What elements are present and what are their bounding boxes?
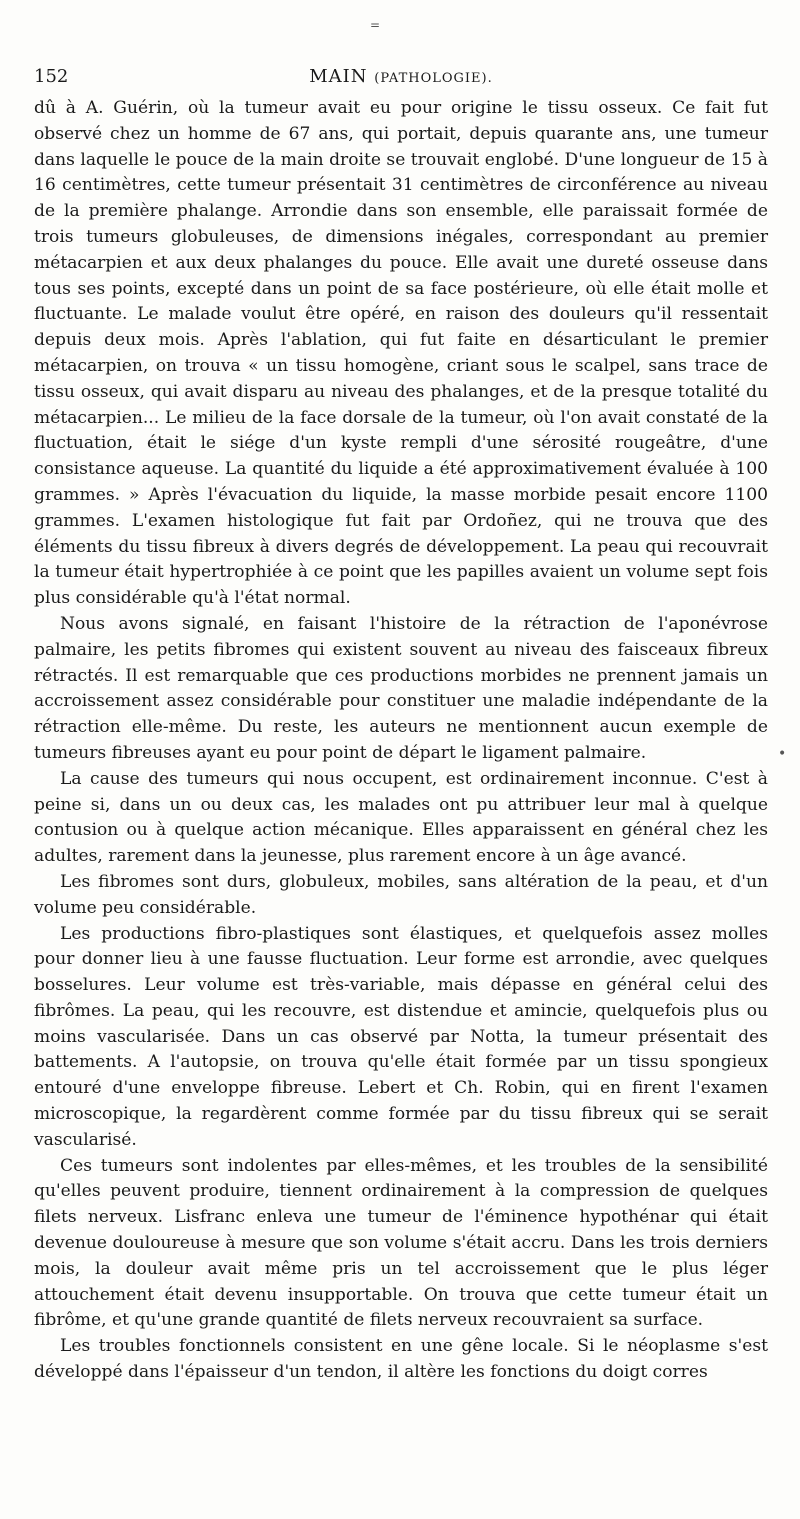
margin-mark: • bbox=[778, 746, 787, 762]
body-text bbox=[34, 96, 768, 1386]
paragraph-7: Les troubles fonctionnels consistent en une gêne locale. Si le néoplasme s'est développé dans l'épaisseur d'un tendon, il altère les fonctions du doigt corres bbox=[34, 1336, 768, 1383]
running-head-subtitle: (PATHOLOGIE). bbox=[374, 71, 493, 86]
paragraph-6: Ces tumeurs sont indolentes par elles-mêmes, et les troubles de la sensibilité qu'elles peuvent produire, tiennent ordinairement à la compression de quelques filets nerveux. Lisfranc enleva une tumeur de l'éminence hypothénar qui était devenue douloureuse à mesure que son volume s'était accru. Dans les trois derniers mois, la douleur avait même pris un tel accroissement que le plus léger attouchement était devenu insupportable. On trouva que cette tumeur était un fibrôme, et qu'une grande quantité de filets nerveux recouvraient sa surface. bbox=[34, 1155, 768, 1331]
paragraph-5: Les productions fibro-plastiques sont élastiques, et quelquefois assez molles pour donner lieu à une fausse fluctuation. Leur forme est arrondie, avec quelques bosselures. Leur volume est très-variable, mais dépasse en général celui des fibrômes. La peau, qui les recouvre, est distendue et amincie, quelquefois plus ou moins vascularisée. Dans un cas observé par Notta, la tumeur présentait des battements. A l'autopsie, on trouva qu'elle était formée par un tissu spongieux entouré d'une enveloppe fibreuse. Lebert et Ch. Robin, qui en firent l'examen microscopique, la regardèrent comme formée par du tissu fibreux qui se serait vascularisé. bbox=[34, 923, 768, 1150]
paragraph-1: dû à A. Guérin, où la tumeur avait eu pour origine le tissu osseux. Ce fait fut observé chez un homme de 67 ans, qui portait, depuis quarante ans, une tumeur dans laquelle le pouce de la main droite se trouvait englobé. D'une longueur de 15 à 16 centimètres, cette tumeur présentait 31 centimètres de circonférence au niveau de la première phalange. Arrondie dans son ensemble, elle paraissait formée de trois tumeurs globuleuses, de dimensions inégales, correspondant au premier métacarpien et aux deux phalanges du pouce. Elle avait une dureté osseuse dans tous ses points, excepté dans un point de sa face postérieure, où elle était molle et fluctuante. Le malade voulut être opéré, en raison des douleurs qu'il ressentait depuis deux mois. Après l'ablation, qui fut faite en désarticulant le premier métacarpien, on trouva « un tissu homogène, criant sous le scalpel, sans trace de tissu osseux, qui avait disparu au niveau des phalanges, et de la presque totalité du métacarpien... Le milieu de la face dorsale de la tumeur, où l'on avait constaté de la fluctuation, était le siége d'un kyste rempli d'une sérosité rougeâtre, d'une consistance aqueuse. La quantité du liquide a été approximativement évaluée à 100 grammes. » Après l'évacuation du liquide, la masse morbide pesait encore 1100 grammes. L'examen histologique fut fait par Ordoñez, qui ne trouva que des éléments du tissu fibreux à divers degrés de développement. La peau qui recouvrait la tumeur était hypertrophiée à ce point que les papilles avaient un volume sept fois plus considérable qu'à l'état normal. bbox=[34, 98, 768, 609]
running-head-title: MAIN bbox=[309, 66, 368, 87]
page-number: 152 bbox=[34, 66, 69, 87]
running-head bbox=[34, 66, 768, 87]
paragraph-3: La cause des tumeurs qui nous occupent, est ordinairement inconnue. C'est à peine si, dans un ou deux cas, les malades ont pu attribuer leur mal à quelque contusion ou à quelque action mécanique. Elles apparaissent en général chez les adultes, rarement dans la jeunesse, plus rarement encore à un âge avancé. bbox=[34, 768, 768, 867]
paragraph-2: Nous avons signalé, en faisant l'histoire de la rétraction de l'aponévrose palmaire, les petits fibromes qui existent souvent au niveau des faisceaux fibreux rétractés. Il est remarquable que ces productions morbides ne prennent jamais un accroissement assez considérable pour constituer une maladie indépendante de la rétraction elle-même. Du reste, les auteurs ne mentionnent aucun exemple de tumeurs fibreuses ayant eu pour point de départ le ligament palmaire. bbox=[34, 613, 768, 763]
page bbox=[34, 66, 768, 1386]
paragraph-4: Les fibromes sont durs, globuleux, mobiles, sans altération de la peau, et d'un volume peu considérable. bbox=[34, 871, 768, 918]
page-header bbox=[34, 66, 768, 94]
top-mark: = bbox=[370, 18, 381, 32]
